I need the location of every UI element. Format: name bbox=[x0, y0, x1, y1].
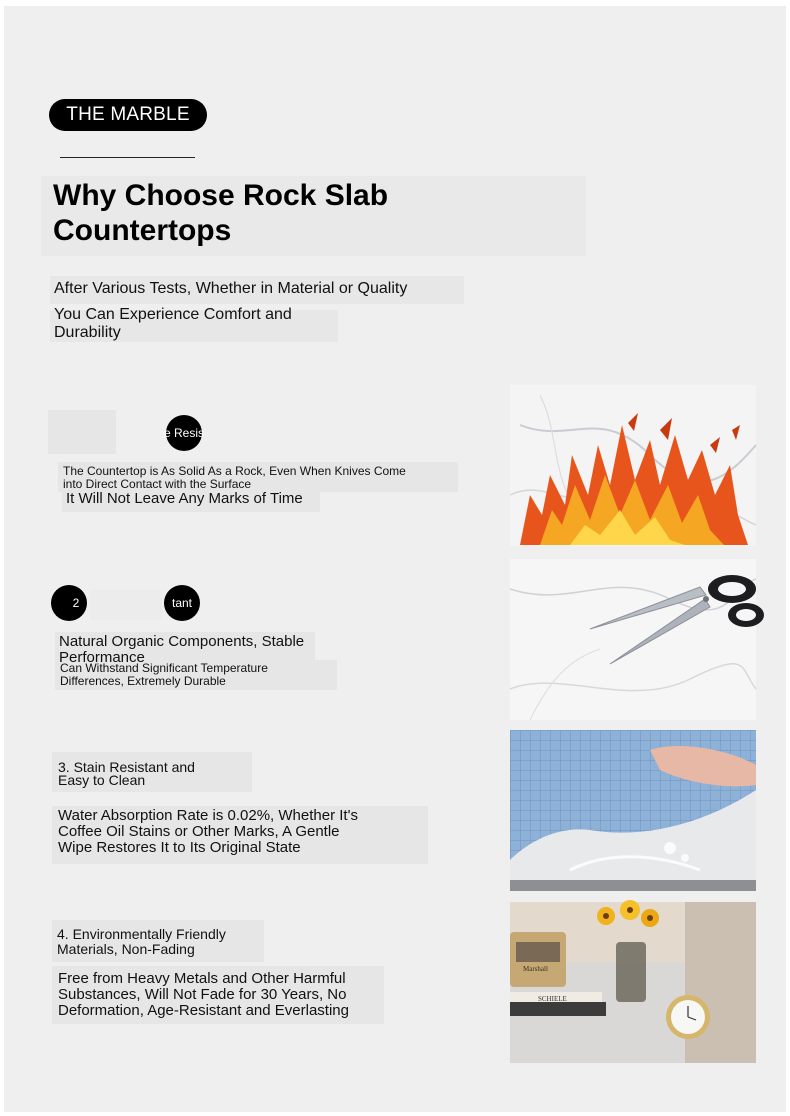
feature-2-number-badge: 2 bbox=[51, 585, 87, 621]
feature-4-title: 4. Environmentally Friendly Materials, Non-Fading bbox=[57, 926, 226, 957]
feature-2-description: Natural Organic Components, Stable Performance bbox=[59, 633, 305, 666]
feature-1-description: The Countertop is As Solid As a Rock, Even When Knives Come into Direct Contact with the Surface bbox=[63, 464, 406, 491]
subtitle-comfort: You Can Experience Comfort and Durability bbox=[54, 306, 292, 341]
svg-text:Marshall: Marshall bbox=[523, 965, 548, 973]
feature-backdrop bbox=[90, 590, 162, 620]
feature-2-badge: tant bbox=[164, 585, 200, 621]
feature-backdrop bbox=[48, 410, 116, 454]
feature-3-description: Water Absorption Rate is 0.02%, Whether It's Coffee Oil Stains or Other Marks, A Gentle Wipe Restores It to Its Original State bbox=[58, 807, 358, 856]
fire-icon bbox=[510, 385, 756, 546]
feature-2-extra: Can Withstand Significant Temperature Differences, Extremely Durable bbox=[60, 661, 268, 688]
svg-text:SCHIELE: SCHIELE bbox=[538, 995, 567, 1003]
feature-1-badge: e Resis bbox=[166, 415, 202, 451]
page-title: Why Choose Rock Slab Countertops bbox=[53, 179, 389, 247]
feature-3-title: 3. Stain Resistant and Easy to Clean bbox=[58, 759, 195, 788]
scissors-icon bbox=[510, 559, 756, 720]
subtitle-tests: After Various Tests, Whether in Material or Quality bbox=[54, 280, 408, 297]
feature-1-extra: It Will Not Leave Any Marks of Time bbox=[66, 490, 303, 507]
brand-pill: THE MARBLE bbox=[49, 99, 207, 131]
divider-line bbox=[60, 157, 195, 158]
cleaning-cloth-icon bbox=[510, 730, 756, 891]
sunflower-vase-icon bbox=[510, 902, 756, 1063]
feature-4-description: Free from Heavy Metals and Other Harmful Substances, Will Not Fade for 30 Years, No Deformation, Age-Resistant and Everlasting bbox=[58, 970, 349, 1019]
